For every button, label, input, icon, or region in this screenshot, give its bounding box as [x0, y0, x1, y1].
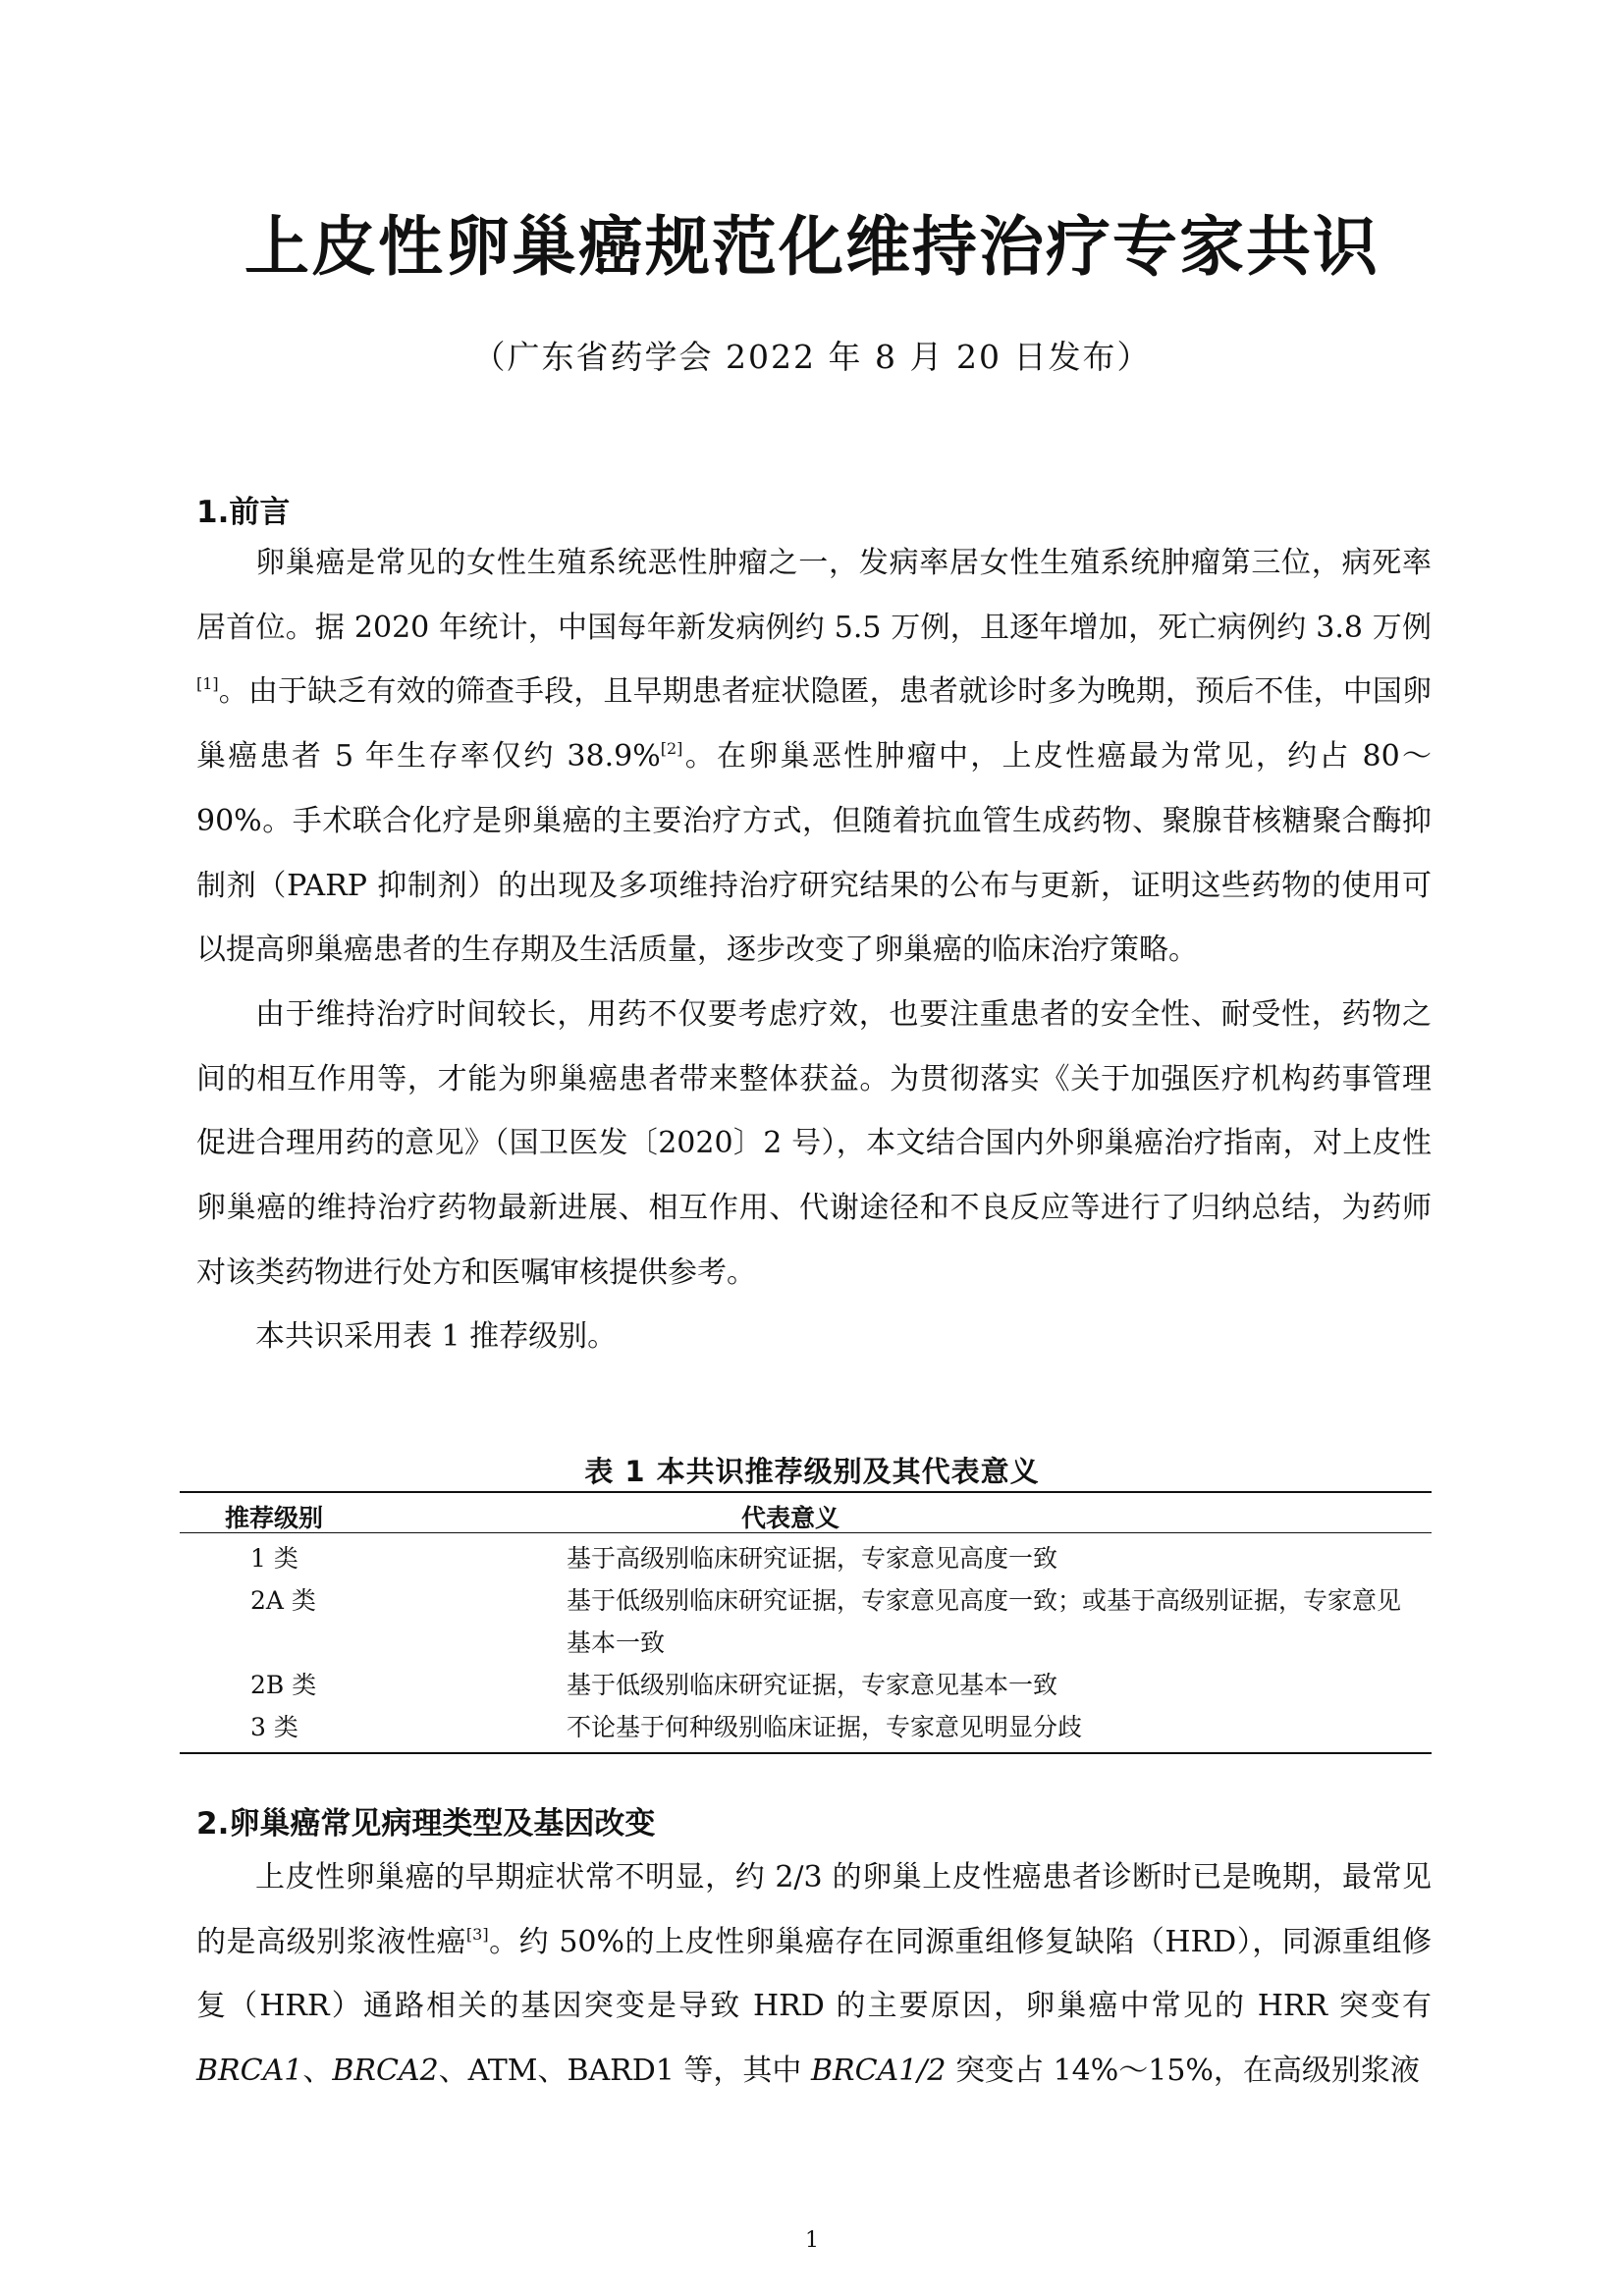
page-number: 1	[805, 2228, 819, 2253]
gene-name: BRCA2	[332, 2054, 439, 2089]
citation-ref[interactable]: [1]	[196, 674, 219, 694]
table-row	[180, 1579, 1432, 1664]
paragraph	[196, 531, 1432, 983]
citation-ref[interactable]: [2]	[660, 739, 683, 759]
table-header-cell: 推荐级别	[225, 1504, 324, 1532]
table-cell-meaning: 基于低级别临床研究证据，专家意见基本一致	[567, 1671, 1058, 1699]
paragraph	[196, 1845, 1432, 2104]
table-cell-grade: 1 类	[250, 1544, 298, 1573]
section-1-body	[196, 531, 1432, 1369]
text-run: 上皮性卵巢癌的早期症状常不明显，约 2/3 的卵巢上皮性癌患者诊断时已是晚期，最常见的是高级别浆液性癌	[196, 1860, 1432, 1959]
gene-name: BRCA1/2	[810, 2054, 947, 2089]
citation-ref[interactable]: [3]	[465, 1924, 489, 1944]
paragraph: 本共识采用表 1 推荐级别。	[255, 1319, 618, 1355]
text-run: 突变占 14%～15%，在高级别浆液	[946, 2054, 1420, 2089]
table-cell-meaning: 基于高级别临床研究证据，专家意见高度一致	[567, 1544, 1058, 1573]
document-title: 上皮性卵巢癌规范化维持治疗专家共识	[244, 209, 1380, 285]
table-cell-grade: 2B 类	[250, 1671, 317, 1699]
table-cell-grade: 2A 类	[250, 1586, 316, 1615]
document-subtitle: （广东省药学会 2022 年 8 月 20 日发布）	[472, 338, 1152, 376]
section-1-heading: 1.前言	[196, 495, 291, 530]
table-cell-meaning: 不论基于何种级别临床证据，专家意见明显分歧	[567, 1713, 1083, 1741]
text-run: 、	[302, 2054, 333, 2089]
section-2-body	[196, 1845, 1432, 2104]
table-caption: 表 1 本共识推荐级别及其代表意义	[584, 1455, 1040, 1488]
table-cell-grade: 3 类	[250, 1713, 298, 1741]
section-2-heading: 2.卵巢癌常见病理类型及基因改变	[196, 1806, 656, 1842]
text-run: 。约 50%的上皮性卵巢癌存在同源重组修复缺陷（HRD），同源重组修复（HRR）通路相关的基因突变是导致 HRD 的主要原因，卵巢癌中常见的 HRR 突变有	[196, 1924, 1432, 2024]
table-header-cell: 代表意义	[741, 1504, 840, 1532]
table-row	[180, 1664, 1432, 1706]
text-run: 。在卵巢恶性肿瘤中，上皮性癌最为常见，约占 80～90%。手术联合化疗是卵巢癌的主要治疗方式，但随着抗血管生成药物、聚腺苷核糖聚合酶抑制剂（PARP 抑制剂）的出现及多项维持治疗研究结果的公布与更新，证明这些药物的使用可以提高卵巢癌患者的生存期及生活质量，逐步改变了卵巢癌的临床治疗策略。	[196, 739, 1432, 968]
paragraph: 由于维持治疗时间较长，用药不仅要考虑疗效，也要注重患者的安全性、耐受性，药物之间的相互作用等，才能为卵巢癌患者带来整体获益。为贯彻落实《关于加强医疗机构药事管理 促进合理用药的意见》（国卫医发〔2020〕2 号），本文结合国内外卵巢癌治疗指南，对上皮性卵巢癌的维持治疗药物最新进展、相互作用、代谢途径和不良反应等进行了归纳总结，为药师对该类药物进行处方和医嘱审核提供参考。	[196, 996, 1432, 1290]
text-run: 。由于缺乏有效的筛查手段，且早期患者症状隐匿，患者就诊时多为晚期，预后不佳，中国卵巢癌患者 5 年生存率仅约 38.9%	[196, 674, 1432, 774]
recommendation-table	[180, 1491, 1432, 1754]
text-run: 卵巢癌是常见的女性生殖系统恶性肿瘤之一，发病率居女性生殖系统肿瘤第三位，病死率居首位。据 2020 年统计，中国每年新发病例约 5.5 万例，且逐年增加，死亡病例约 3.8 万例	[196, 546, 1432, 645]
gene-name: BRCA1	[196, 2054, 303, 2089]
table-row	[180, 1706, 1432, 1748]
text-run: 、ATM、BARD1 等，其中	[438, 2054, 811, 2089]
table-cell-meaning: 基于低级别临床研究证据，专家意见高度一致；或基于高级别证据，专家意见基本一致	[567, 1586, 1402, 1657]
table-header-row	[180, 1493, 1432, 1533]
table-row	[180, 1537, 1432, 1579]
